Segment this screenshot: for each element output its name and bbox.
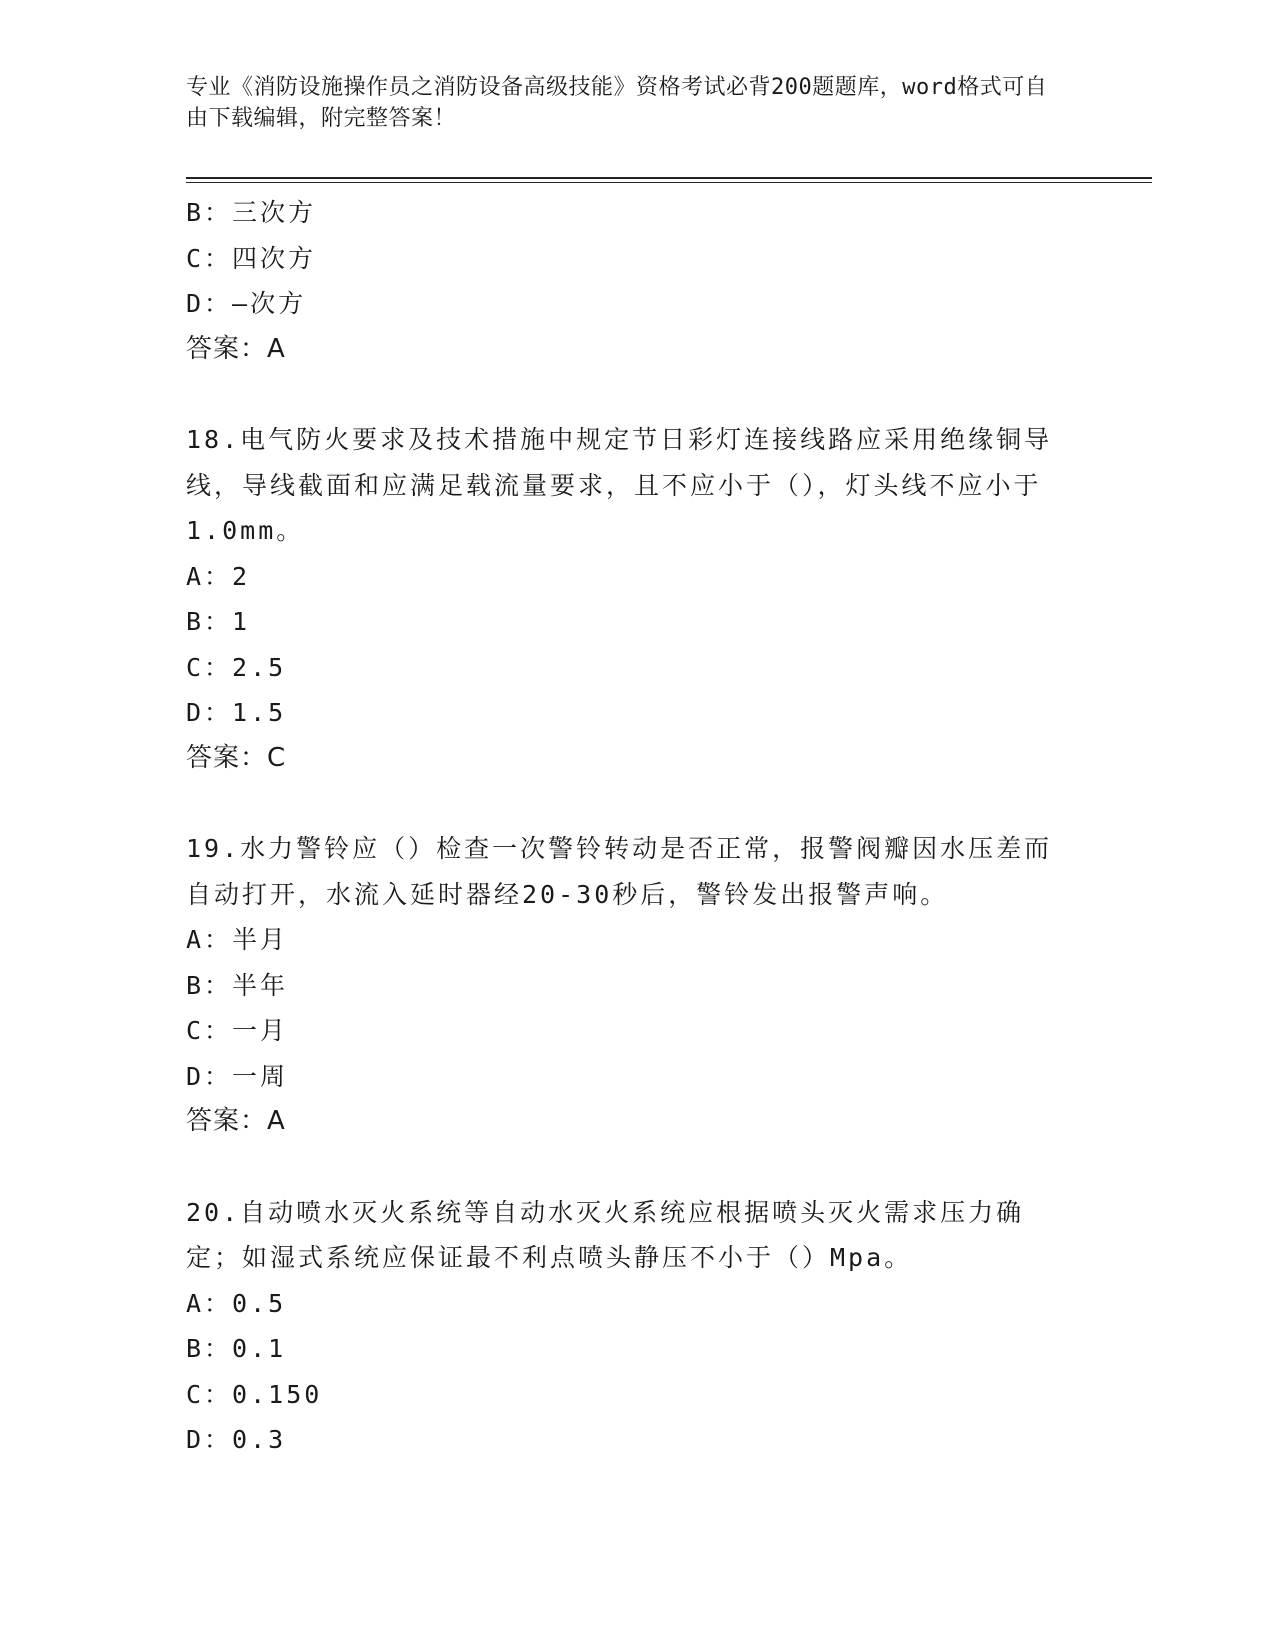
header-divider-thick — [186, 177, 1152, 179]
option-c: C：2.5 — [186, 652, 287, 682]
answer-line: 答案：A — [186, 1106, 286, 1136]
option-d: D：一周 — [186, 1061, 289, 1091]
option-a: A：2 — [186, 561, 251, 591]
option-a: A：0.5 — [186, 1288, 287, 1318]
question-stem: 19.水力警铃应（）检查一次警铃转动是否正常，报警阀瓣因水压差而自动打开，水流入延时器经20-30秒后，警铃发出报警声响。 — [186, 834, 1053, 909]
option-d: D：—次方 — [186, 289, 307, 318]
document-body — [186, 190, 1086, 1463]
option-c: C：四次方 — [186, 243, 317, 273]
option-b: B：0.1 — [186, 1334, 287, 1363]
option-c: C：0.150 — [186, 1379, 323, 1409]
question-block-18 — [186, 417, 1086, 781]
header-divider-thin — [186, 182, 1152, 183]
spacer — [186, 1145, 1086, 1190]
prev-question-block — [186, 190, 1086, 372]
option-b: B：半年 — [186, 970, 289, 1000]
option-a: A：半月 — [186, 925, 289, 954]
question-block-19 — [186, 826, 1086, 1145]
question-stem: 18.电气防火要求及技术措施中规定节日彩灯连接线路应采用绝缘铜导线，导线截面和应满足载流量要求，且不应小于（），灯头线不应小于1.0mm。 — [186, 425, 1053, 545]
option-b: B：1 — [186, 607, 251, 636]
spacer — [186, 781, 1086, 826]
option-d: D：1.5 — [186, 698, 287, 727]
option-c: C：一月 — [186, 1016, 289, 1045]
option-b: B：三次方 — [186, 198, 317, 227]
spacer — [186, 372, 1086, 417]
answer-line: 答案：A — [186, 333, 286, 364]
question-stem: 20.自动喷水灭火系统等自动水灭火系统应根据喷头灭火需求压力确定；如湿式系统应保证最不利点喷头静压不小于（）Mpa。 — [186, 1197, 1025, 1272]
question-block-20 — [186, 1190, 1086, 1463]
document-header: 专业《消防设施操作员之消防设备高级技能》资格考试必背200题题库，word格式可自由下载编辑，附完整答案！ — [186, 75, 1048, 131]
option-d: D：0.3 — [186, 1425, 287, 1454]
answer-line: 答案：C — [186, 742, 287, 773]
